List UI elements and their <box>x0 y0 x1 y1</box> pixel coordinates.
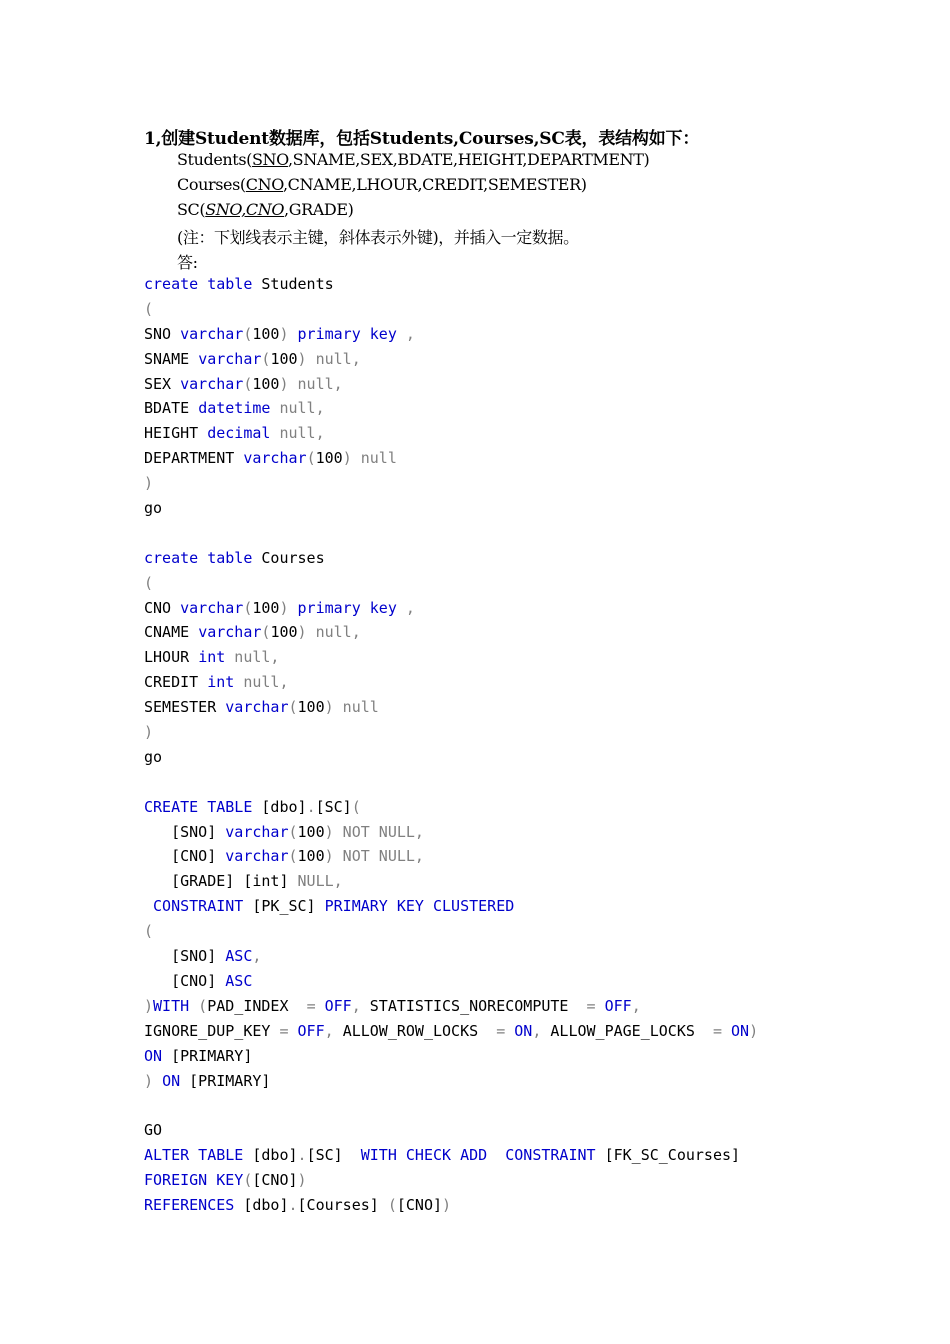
code-token: varchar <box>243 449 307 468</box>
code-token: [SC] <box>315 797 352 816</box>
code-token: STATISTICS_NORECOMPUTE <box>369 996 587 1015</box>
table-name: Courses <box>177 175 240 194</box>
question-heading: 1,创建Student数据库，包括Students,Courses,SC表，表结构如下： <box>144 129 700 149</box>
code-line <box>144 1019 924 1044</box>
code-line <box>144 272 924 297</box>
code-token: = <box>712 1021 732 1040</box>
code-token: CNO <box>144 598 181 617</box>
code-token: CREDIT <box>144 673 208 692</box>
code-token: ) <box>144 474 154 493</box>
code-token: [CNO] <box>252 1171 298 1190</box>
primary-key: CNO <box>245 175 283 194</box>
code-token: WITH CHECK ADD CONSTRAINT <box>360 1146 596 1165</box>
code-token: , <box>324 1021 343 1040</box>
code-token: go <box>144 747 163 766</box>
code-token: [PK_SC] <box>243 897 325 916</box>
code-token: [SC] <box>306 1146 361 1165</box>
code-line <box>144 695 924 720</box>
code-line <box>144 1044 924 1069</box>
code-token: ) null <box>342 449 397 468</box>
code-token: ON <box>162 1071 181 1090</box>
code-token: [SNO] <box>144 947 226 966</box>
code-token: [FK_SC_Courses] <box>595 1146 741 1165</box>
code-token: NULL, <box>297 872 343 891</box>
code-token: = <box>586 996 605 1015</box>
code-token: ( <box>261 623 271 642</box>
code-token: 100 <box>315 449 343 468</box>
code-token: varchar <box>180 598 244 617</box>
code-token: SNAME <box>144 349 199 368</box>
code-line <box>144 844 924 869</box>
code-line <box>144 894 924 919</box>
code-line <box>144 820 924 845</box>
code-token: FOREIGN KEY <box>144 1171 244 1190</box>
code-token: CNAME <box>144 623 199 642</box>
code-token: = <box>279 1021 298 1040</box>
code-line <box>144 1193 924 1218</box>
code-token: varchar <box>198 349 262 368</box>
open-paren: ( <box>239 175 246 194</box>
code-token: . <box>297 1146 307 1165</box>
code-token: ALLOW_PAGE_LOCKS <box>550 1021 713 1040</box>
code-line <box>144 596 924 621</box>
code-token: ) null, <box>297 623 361 642</box>
code-token: ( <box>243 324 253 343</box>
code-token: ) <box>749 1021 759 1040</box>
schema-sc <box>177 200 877 219</box>
schema-students <box>177 150 877 169</box>
code-token: [CNO] <box>144 971 226 990</box>
code-token: [CNO] <box>396 1195 443 1214</box>
code-token: varchar <box>225 822 289 841</box>
code-token: int <box>207 673 235 692</box>
code-line <box>144 994 924 1019</box>
code-token: ( <box>261 349 271 368</box>
code-token: [GRADE] [int] <box>144 872 298 891</box>
code-token: ) null, <box>297 349 361 368</box>
code-token: SEX <box>144 374 181 393</box>
code-token: null, <box>234 673 289 692</box>
code-token: , <box>396 324 415 343</box>
code-token: OFF <box>297 1021 325 1040</box>
code-line <box>144 297 924 322</box>
code-token: ) <box>144 723 154 742</box>
columns: ,CNAME,LHOUR,CREDIT,SEMESTER) <box>283 175 587 194</box>
code-token: BDATE <box>144 399 199 418</box>
code-token: PAD_INDEX <box>207 996 307 1015</box>
code-token: [Courses] <box>297 1195 388 1214</box>
code-line <box>144 1093 924 1118</box>
code-token: 100 <box>297 698 325 717</box>
code-line <box>144 322 924 347</box>
schema-note: (注：下划线表示主键，斜体表示外键)，并插入一定数据。 <box>177 228 579 247</box>
code-token: ( <box>144 922 154 941</box>
code-token: [PRIMARY] <box>180 1071 271 1090</box>
code-token: REFERENCES <box>144 1195 235 1214</box>
code-line <box>144 620 924 645</box>
table-name: Students <box>177 150 247 169</box>
code-token: ) null, <box>279 374 343 393</box>
sql-code-block <box>144 272 924 1218</box>
code-line <box>144 372 924 397</box>
code-token: int <box>198 648 226 667</box>
primary-key: SNO <box>252 150 288 169</box>
code-token: ) <box>279 598 298 617</box>
code-token: create table <box>144 275 253 293</box>
code-token: varchar <box>180 374 244 393</box>
code-line <box>144 1118 924 1143</box>
code-token: varchar <box>225 698 289 717</box>
code-token: 100 <box>297 822 325 841</box>
code-token: decimal <box>207 424 271 443</box>
code-token: [dbo] <box>243 1146 298 1165</box>
code-token: [SNO] <box>144 822 226 841</box>
code-line <box>144 421 924 446</box>
code-token: ASC <box>225 947 253 966</box>
code-token: [dbo] <box>234 1195 289 1214</box>
code-token: ALLOW_ROW_LOCKS <box>342 1021 497 1040</box>
code-token: ( <box>189 996 208 1015</box>
code-token: go <box>144 499 163 518</box>
code-token: [PRIMARY] <box>162 1046 253 1065</box>
code-token: PRIMARY KEY CLUSTERED <box>324 897 515 916</box>
code-token: ) <box>144 996 154 1015</box>
code-token: 100 <box>252 374 280 393</box>
code-line <box>144 919 924 944</box>
code-line <box>144 571 924 596</box>
code-line <box>144 446 924 471</box>
code-token: ON <box>144 1046 163 1065</box>
code-token: , <box>351 996 370 1015</box>
code-token: [dbo] <box>252 797 307 816</box>
code-token: WITH <box>153 996 190 1015</box>
code-line <box>144 471 924 496</box>
code-line <box>144 496 924 521</box>
code-token: 100 <box>270 349 298 368</box>
code-token: . <box>288 1195 298 1214</box>
code-line <box>144 1168 924 1193</box>
code-token: 100 <box>297 847 325 866</box>
code-line <box>144 396 924 421</box>
code-token: ( <box>243 374 253 393</box>
columns: ,SNAME,SEX,BDATE,HEIGHT,DEPARTMENT) <box>287 150 650 169</box>
code-line <box>144 347 924 372</box>
code-token: ( <box>144 299 154 318</box>
code-token: ( <box>288 847 298 866</box>
code-token: CONSTRAINT <box>144 897 244 916</box>
code-token: OFF <box>604 996 632 1015</box>
code-token: HEIGHT <box>144 424 208 443</box>
code-token: CREATE TABLE <box>144 797 253 816</box>
code-token: [CNO] <box>144 847 226 866</box>
code-token: varchar <box>225 847 289 866</box>
code-line <box>144 745 924 770</box>
code-token: datetime <box>198 399 271 418</box>
code-line <box>144 645 924 670</box>
code-token: Courses <box>252 548 325 567</box>
code-token: ON <box>514 1021 533 1040</box>
code-token: ( <box>243 598 253 617</box>
code-token: OFF <box>324 996 352 1015</box>
code-token: = <box>496 1021 515 1040</box>
code-token: ON <box>731 1021 750 1040</box>
code-token: null, <box>225 648 280 667</box>
open-paren: ( <box>246 150 252 169</box>
code-token: DEPARTMENT <box>144 449 244 468</box>
code-token: ( <box>288 698 298 717</box>
code-token: IGNORE_DUP_KEY <box>144 1021 280 1040</box>
code-token: 100 <box>252 598 280 617</box>
code-line <box>144 1143 924 1168</box>
code-line <box>144 720 924 745</box>
code-token: LHOUR <box>144 648 199 667</box>
code-token: ) <box>297 1171 307 1190</box>
table-name: SC <box>177 200 200 219</box>
code-token: , <box>532 1021 551 1040</box>
code-token: ALTER TABLE <box>144 1146 244 1165</box>
code-token: ( <box>288 822 298 841</box>
code-token: ( <box>306 449 316 468</box>
open-paren: ( <box>199 200 206 219</box>
code-token: SEMESTER <box>144 698 226 717</box>
code-token: create table <box>144 548 253 567</box>
code-token: ( <box>351 797 361 816</box>
code-token: ) <box>144 1071 163 1090</box>
code-token: ( <box>387 1195 397 1214</box>
code-line <box>144 969 924 994</box>
code-line <box>144 670 924 695</box>
code-token: ) NOT NULL, <box>324 822 424 841</box>
code-token: , <box>252 947 262 966</box>
code-token: primary key <box>297 598 397 617</box>
code-token: 100 <box>270 623 298 642</box>
code-token: null, <box>270 424 325 443</box>
code-token: , <box>396 598 415 617</box>
code-line <box>144 546 924 571</box>
code-line <box>144 770 924 795</box>
code-line <box>144 795 924 820</box>
code-token: . <box>306 797 316 816</box>
code-token: varchar <box>198 623 262 642</box>
code-line <box>144 944 924 969</box>
code-line <box>144 1069 924 1094</box>
code-token: 100 <box>252 324 280 343</box>
schema-courses <box>177 175 877 194</box>
code-line <box>144 521 924 546</box>
answer-label: 答: <box>177 253 198 272</box>
code-token: null, <box>270 399 325 418</box>
code-token: ( <box>243 1171 253 1190</box>
code-token: ) <box>442 1195 452 1214</box>
code-token: ) NOT NULL, <box>324 847 424 866</box>
code-token: varchar <box>180 324 244 343</box>
code-token: ASC <box>225 971 253 990</box>
code-line <box>144 869 924 894</box>
columns: ,GRADE) <box>284 200 354 219</box>
code-token: Students <box>252 275 334 293</box>
foreign-key: SNO,CNO <box>205 200 285 219</box>
code-token: SNO <box>144 324 181 343</box>
code-token: ) null <box>324 698 379 717</box>
code-token: ( <box>144 573 154 592</box>
code-token: ) <box>279 324 298 343</box>
code-token: primary key <box>297 324 397 343</box>
code-token: , <box>631 996 641 1015</box>
code-token: = <box>306 996 325 1015</box>
code-token: GO <box>144 1121 163 1140</box>
